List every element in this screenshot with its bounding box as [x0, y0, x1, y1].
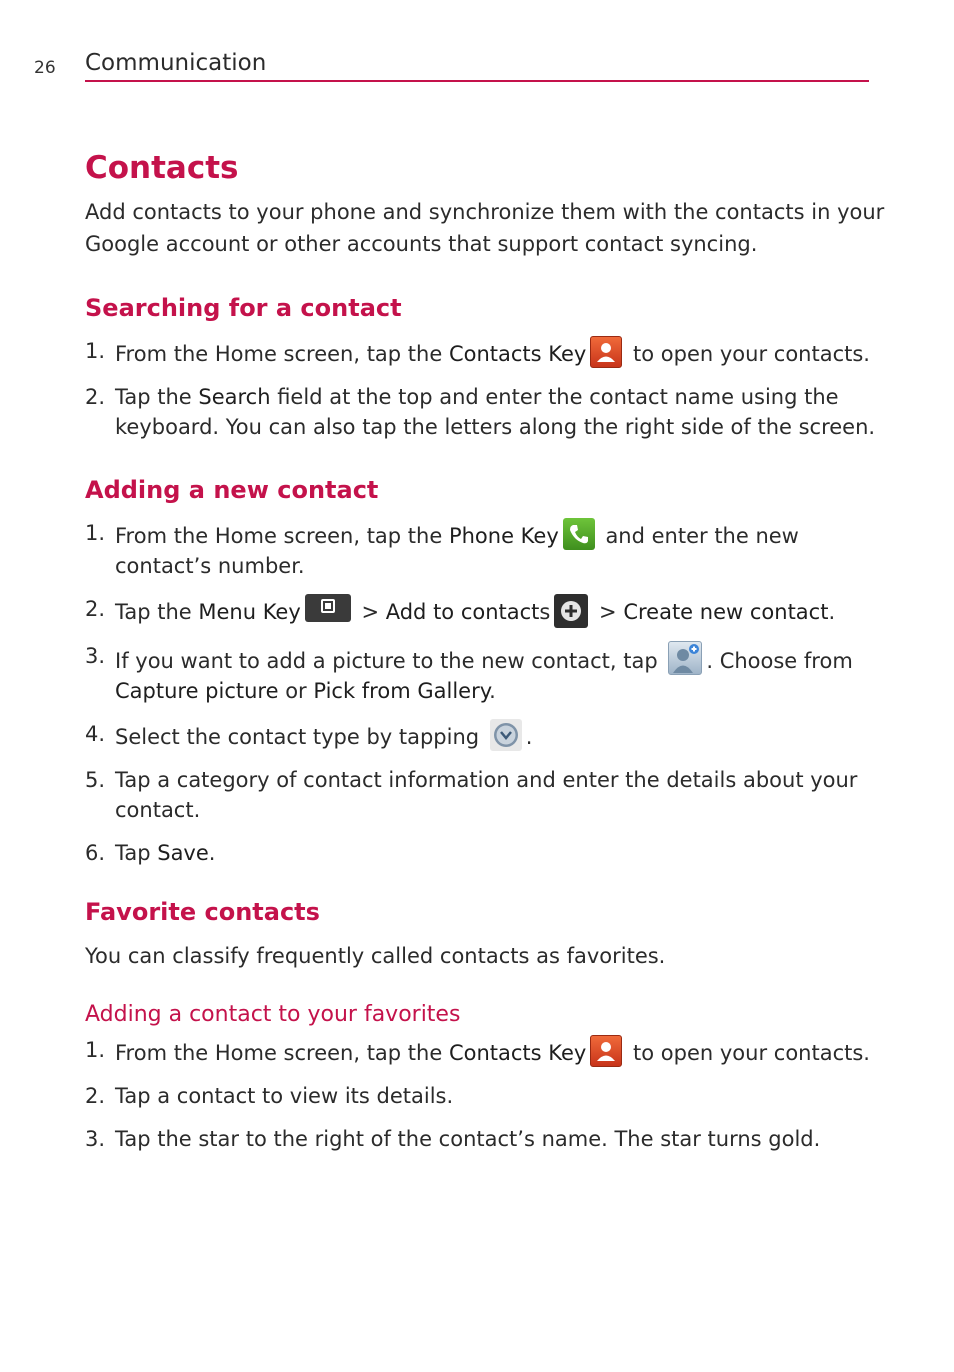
dropdown-icon	[490, 719, 522, 751]
header-rule	[85, 80, 869, 82]
list-item: 5. Tap a category of contact information and enter the details about your contact.	[85, 768, 858, 822]
list-item: 3. Tap the star to the right of the contact’s name. The star turns gold.	[85, 1127, 821, 1151]
list-item: 6. Tap Save.	[85, 841, 216, 865]
page-title: Contacts	[85, 150, 239, 186]
phone-icon	[563, 518, 595, 550]
adding-steps	[85, 518, 885, 868]
list-item: 1. From the Home screen, tap the Contacts Key to open your contacts.	[85, 1035, 885, 1068]
list-item: 4. Select the contact type by tapping .	[85, 719, 885, 752]
searching-steps	[85, 336, 885, 442]
list-item: 2. Tap the Menu Key > Add to contacts > Create new contact.	[85, 594, 885, 628]
list-item: 1. From the Home screen, tap the Contacts Key to open your contacts.	[85, 336, 885, 369]
contacts-icon	[590, 1035, 622, 1067]
list-item: 3. If you want to add a picture to the new contact, tap . Choose from Capture picture or Pick from Gallery.	[85, 641, 885, 706]
page-content	[85, 150, 885, 1167]
list-item: 1. From the Home screen, tap the Phone Key and enter the new contact’s number.	[85, 518, 885, 581]
menu-key-icon	[305, 594, 351, 622]
contact-photo-icon	[668, 641, 702, 675]
list-item: 2. Tap the Search field at the top and enter the contact name using the keyboard. You can also tap the letters along the right side of the screen.	[85, 385, 876, 439]
contacts-icon	[590, 336, 622, 368]
favorites-steps	[85, 1035, 885, 1154]
add-icon	[554, 594, 588, 628]
heading-favorites: Favorite contacts	[85, 898, 320, 926]
running-header: Communication	[85, 50, 267, 76]
intro-paragraph: Add contacts to your phone and synchronize them with the contacts in your Google account or other accounts that support contact syncing.	[85, 200, 885, 256]
heading-searching: Searching for a contact	[85, 294, 402, 322]
heading-adding: Adding a new contact	[85, 476, 379, 504]
subheading-add-favorite: Adding a contact to your favorites	[85, 1002, 461, 1027]
favorites-intro: You can classify frequently called contacts as favorites.	[85, 944, 666, 968]
page-number: 26	[34, 58, 56, 78]
list-item: 2. Tap a contact to view its details.	[85, 1084, 454, 1108]
